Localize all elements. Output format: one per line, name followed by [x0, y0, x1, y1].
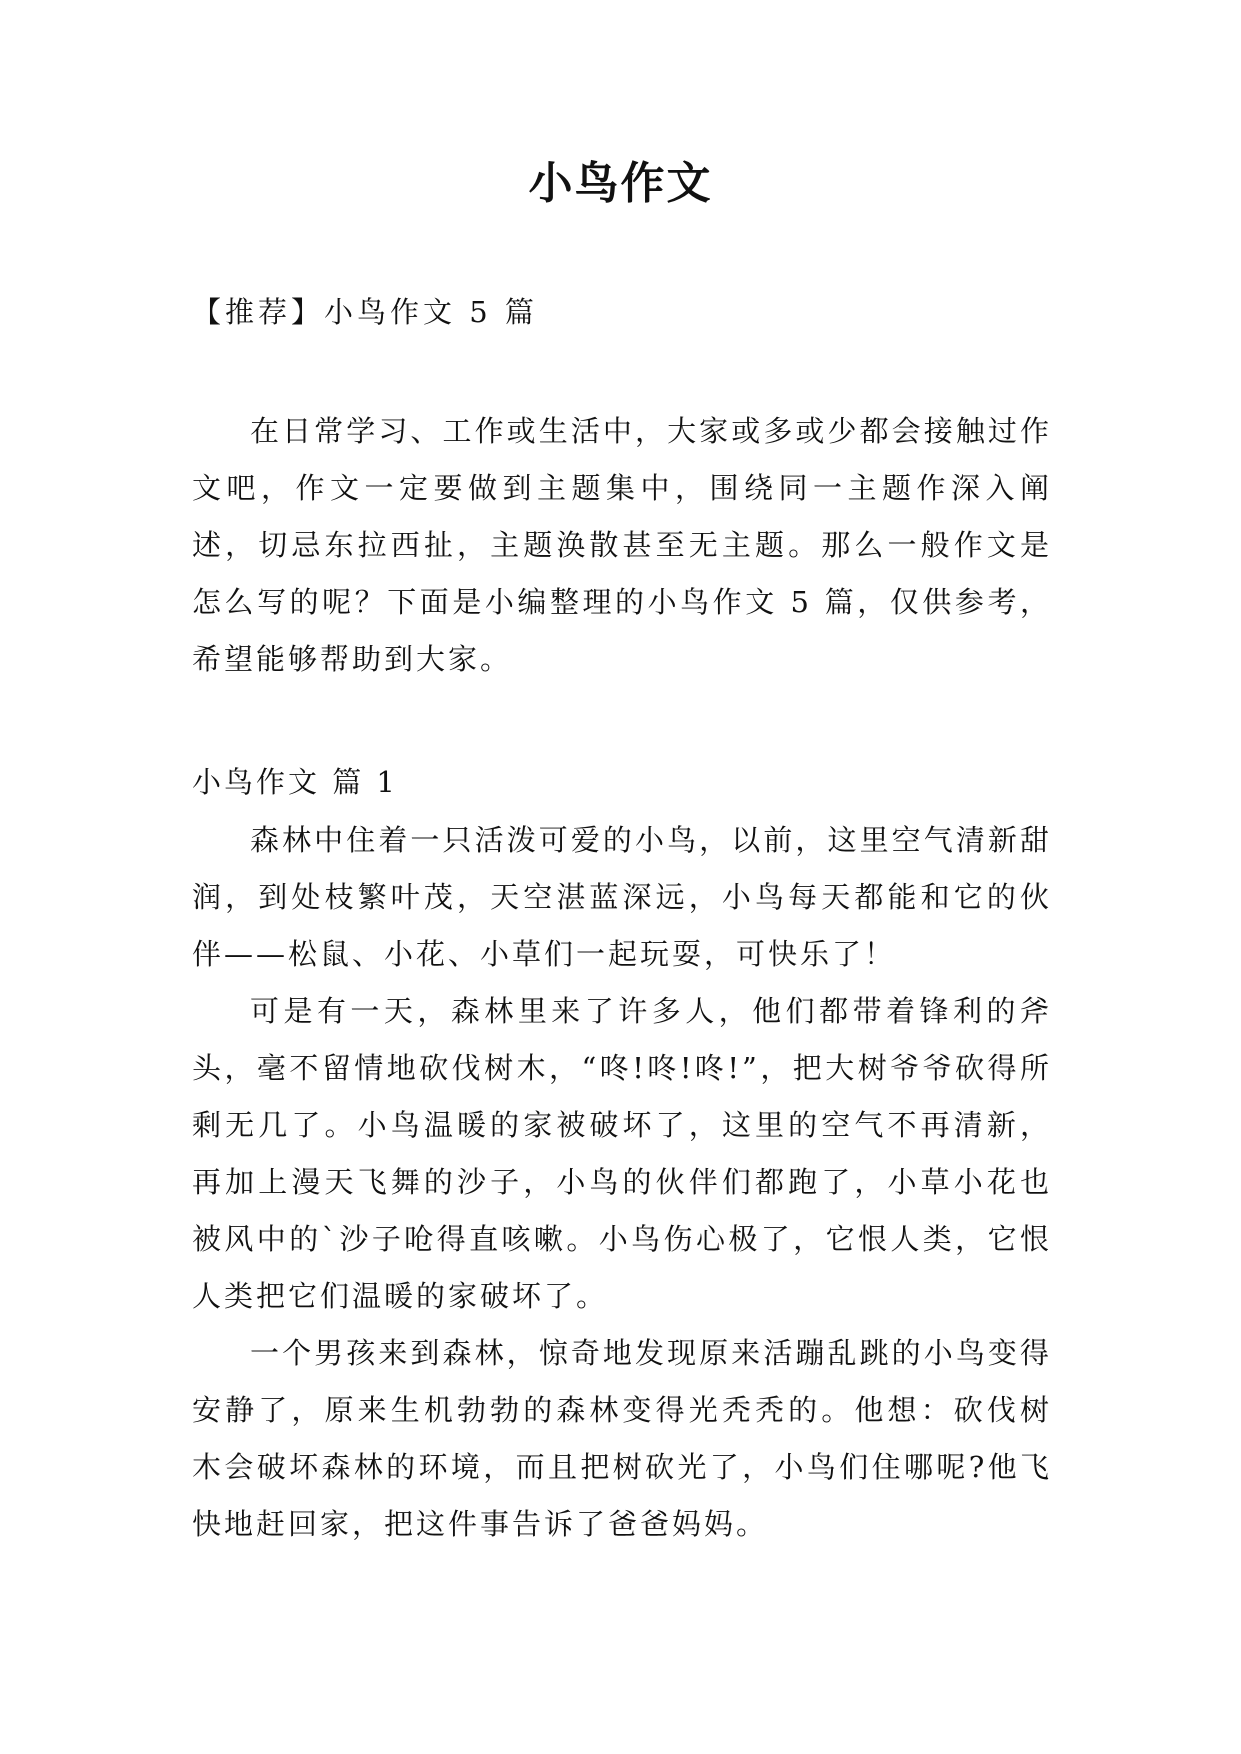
essay-body	[192, 812, 1052, 1553]
body-paragraph-1: 森林中住着一只活泼可爱的小鸟，以前，这里空气清新甜润，到处枝繁叶茂，天空湛蓝深远，小鸟每天都能和它的伙伴——松鼠、小花、小草们一起玩耍，可快乐了！	[192, 823, 1052, 971]
body-paragraph-3: 一个男孩来到森林，惊奇地发现原来活蹦乱跳的小鸟变得安静了，原来生机勃勃的森林变得光秃秃的。他想：砍伐树木会破坏森林的环境，而且把树砍光了，小鸟们住哪呢?他飞快地赶回家，把这件事告诉了爸爸妈妈。	[192, 1336, 1052, 1541]
intro-paragraph: 在日常学习、工作或生活中，大家或多或少都会接触过作文吧，作文一定要做到主题集中，围绕同一主题作深入阐述，切忌东拉西扯，主题涣散甚至无主题。那么一般作文是怎么写的呢？下面是小编整理的小鸟作文 5 篇，仅供参考，希望能够帮助到大家。	[192, 414, 1052, 676]
intro-block	[192, 403, 1052, 688]
document-subtitle: 【推荐】小鸟作文 5 篇	[192, 295, 538, 329]
section-heading: 小鸟作文 篇 1	[192, 765, 398, 799]
body-paragraph-2: 可是有一天，森林里来了许多人，他们都带着锋利的斧头，毫不留情地砍伐树木，“咚!咚!咚!”，把大树爷爷砍得所剩无几了。小鸟温暖的家被破坏了，这里的空气不再清新，再加上漫天飞舞的沙子，小鸟的伙伴们都跑了，小草小花也被风中的`沙子呛得直咳嗽。小鸟伤心极了，它恨人类，它恨人类把它们温暖的家破坏了。	[192, 994, 1052, 1313]
document-title: 小鸟作文	[528, 158, 713, 209]
